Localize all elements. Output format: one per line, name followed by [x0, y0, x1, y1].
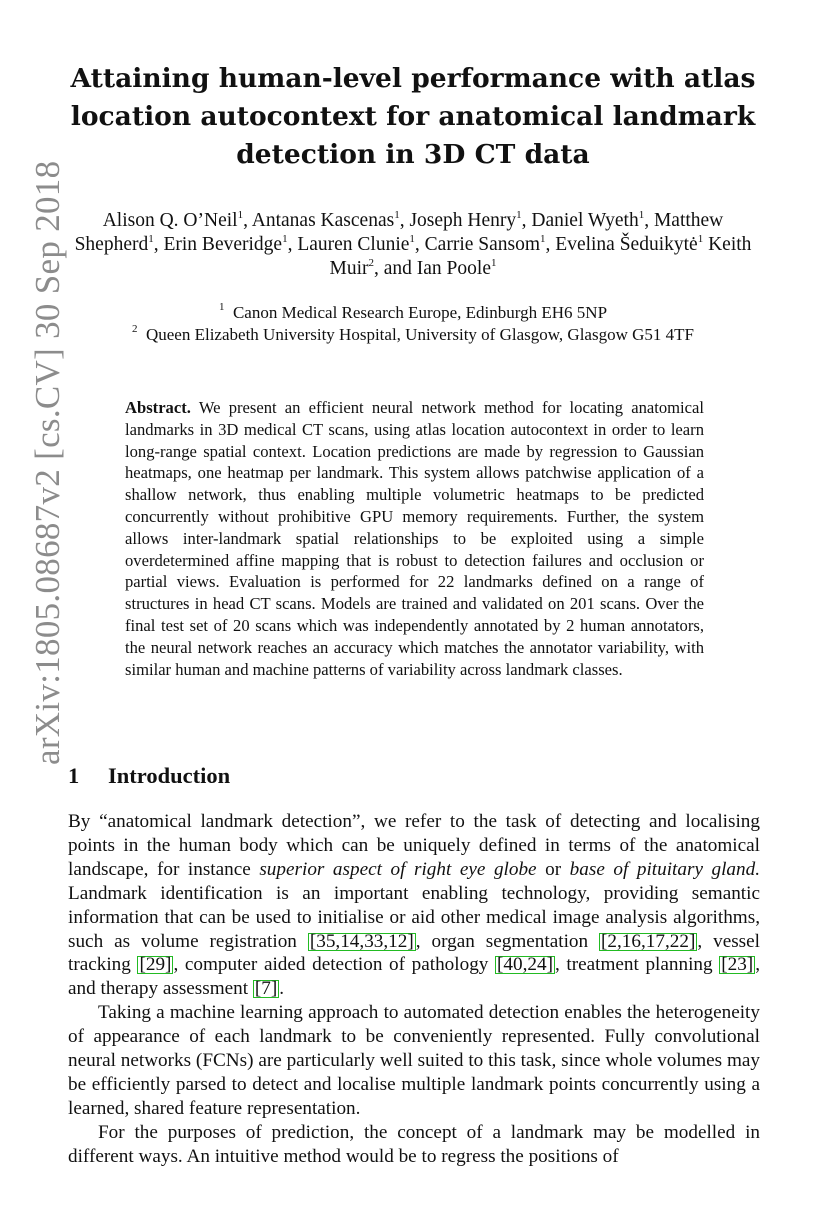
intro-paragraph-3: For the purposes of prediction, the concept of a landmark may be modelled in different ways. An intuitive method would be to regress the positions of [68, 1122, 760, 1167]
citation-link[interactable]: [29] [139, 954, 172, 976]
citation-link[interactable]: [35,14,33,12] [309, 930, 414, 952]
author: Ian Poole [416, 258, 491, 279]
section-title: Introduction [108, 763, 231, 788]
section-heading [68, 762, 230, 790]
author: Matthew Shepherd [74, 210, 724, 255]
author-list: Alison Q. O’Neil$^1$, Antanas Kascenas$^1$, Joseph Henry$^1$, Daniel Wyeth$^1$, Matthew Shepherd$^1$, Erin Beveridge$^1$, Lauren Clunie$^1$, Carrie Sansom$^1$, Evelina Šeduikytė$^1$ Keith Muir$^2$, and Ian Poole$^1$ [74, 208, 752, 279]
citation-link[interactable]: [23] [721, 954, 754, 976]
author: Daniel Wyeth [531, 210, 639, 231]
intro-paragraph-2: Taking a machine learning approach to automated detection enables the heterogeneity of appearance of each landmark to be conveniently represented. Fully convolutional neural networks (FCNs) are particularly well suited to this task, since whole volumes may be efficiently parsed to detect and localise multiple landmark points concurrently using a learned, shared feature representation. [68, 1002, 760, 1119]
citation-link[interactable]: [2,16,17,22] [601, 930, 696, 952]
citation-link[interactable]: [40,24] [497, 954, 553, 976]
author: Erin Beveridge [163, 234, 283, 255]
affiliation-1: $^1$ Canon Medical Research Europe, Edinburgh EH6 5NP [218, 301, 608, 322]
section-number: 1 [68, 763, 80, 788]
affiliation-2: $^2$ Queen Elizabeth University Hospital, University of Glasgow, Glasgow G51 4TF [131, 323, 694, 344]
author: Joseph Henry [409, 210, 517, 231]
abstract [125, 397, 704, 680]
abstract-label: Abstract. [125, 398, 191, 417]
author: Evelina Šeduikytė [555, 234, 698, 255]
author: Lauren Clunie [297, 234, 410, 255]
intro-paragraph-1: By “anatomical landmark detection”, we refer to the task of detecting and localising points in the human body which can be uniquely defined in terms of the anatomical landscape, for instance superior aspect of right eye globe or base of pituitary gland. Landmark identification is an important enabling technology, providing semantic information that can be used to initialise or aid other medical image analysis algorithms, such as volume registration [35,14,33,12] , organ segmentation [2,16,17,22] , vessel tracking [29] , computer aided detection of pathology [40,24] , treatment planning [23] , and therapy assessment [7] . [68, 811, 761, 1000]
paper-title: Attaining human-level performance with atlas location autocontext for anatomical landmark detection in 3D CT data [70, 63, 756, 170]
author: Alison Q. O’Neil [102, 210, 238, 231]
arxiv-identifier-stamp: arXiv:1805.08687v2 [cs.CV] 30 Sep 2018 [28, 160, 67, 765]
author: Keith Muir [329, 234, 752, 279]
author: Carrie Sansom [424, 234, 541, 255]
abstract-text: We present an efficient neural network method for locating anatomical landmarks in 3D medical CT scans, using atlas location autocontext in order to learn long-range spatial context. Location predictions are made by regression to Gaussian heatmaps, one heatmap per landmark. This system allows patchwise application of a shallow network, thus enabling multiple volumetric heatmaps to be predicted concurrently without prohibitive GPU memory requirements. Further, the system allows inter-landmark spatial relationships to be exploited using a simple overdetermined affine mapping that is robust to detection failures and occlusion or partial views. Evaluation is performed for 22 landmarks defined on a range of structures in head CT scans. Models are trained and validated on 201 scans. Over the final test set of 20 scans which was independently annotated by 2 human annotators, the neural network reaches an accuracy which matches the annotator variability, with similar human and machine patterns of variability across landmark classes. [125, 398, 704, 679]
author: Antanas Kascenas [251, 210, 395, 231]
citation-link[interactable]: [7] [254, 978, 278, 1000]
